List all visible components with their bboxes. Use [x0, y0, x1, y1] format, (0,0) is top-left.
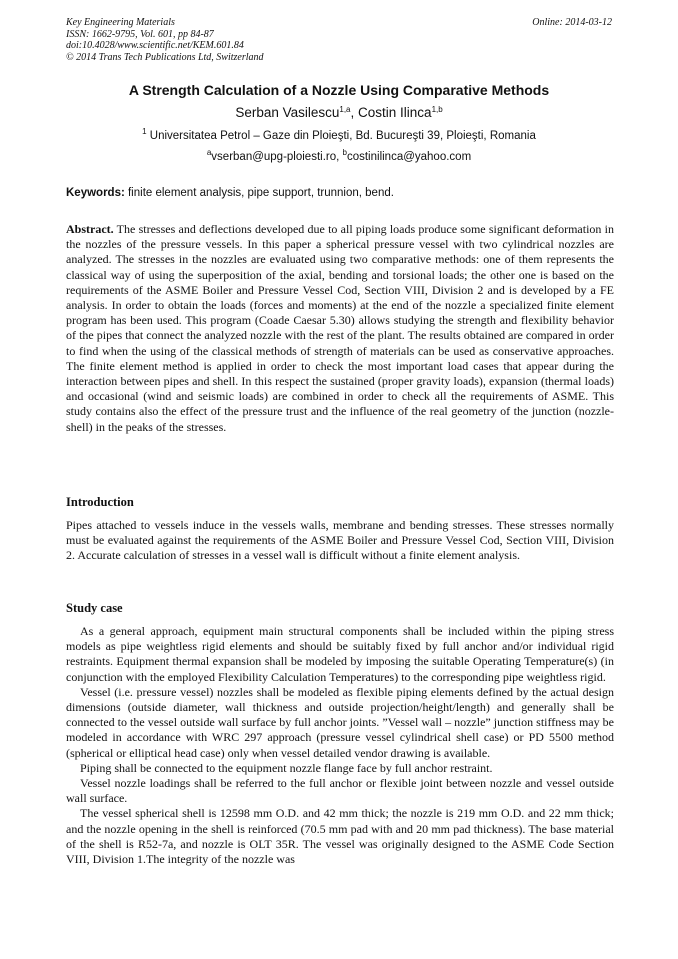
journal-name: Key Engineering Materials — [66, 17, 175, 28]
journal-meta — [66, 17, 264, 63]
paragraph: Pipes attached to vessels induce in the vessels walls, membrane and bending stresses. These stresses normally must be evaluated against the requirements of the ASME Boiler and Pressure Vessel Cod, Section VIII, Division 2. Accurate calculation of stresses in a vessel wall is difficult without a finite element analysis. — [66, 518, 614, 563]
paragraph: The vessel spherical shell is 12598 mm O.D. and 42 mm thick; the nozzle is 219 mm O.D. and 22 mm thick; and the nozzle opening in the shell is reinforced (70.5 mm pad with and 20 mm pad thickness). The base material of the shell is R52-7a, and nozzle is OLT 35R. The vessel was originally designed to the ASME Code Section VIII, Division 1.The integrity of the nozzle was — [66, 806, 614, 867]
copyright-line: © 2014 Trans Tech Publications Ltd, Switzerland — [66, 51, 264, 63]
affiliation — [0, 127, 678, 142]
keywords-label: Keywords: — [66, 187, 125, 199]
email-superscript: a — [206, 148, 212, 157]
abstract-label: Abstract. — [66, 222, 114, 236]
author-list — [0, 105, 678, 120]
abstract — [66, 222, 614, 435]
author-name: Costin Ilinca — [358, 105, 432, 120]
online-date: Online: 2014-03-12 — [532, 17, 612, 28]
paragraph: Vessel (i.e. pressure vessel) nozzles shall be modeled as flexible piping elements defined by the actual design dimensions (outside diameter, wall thickness and outside projection/height/length) and generally shall be connected to the vessel outside wall surface by full anchor joints. ”Vessel wall – nozzle” junction stiffness may be modeled in accordance with WRC 297 approach (pressure vessel cylindrical shell case) or PD 5500 method (spherical or elliptical head case) only when vessel detailed vendor drawing is available. — [66, 684, 614, 760]
doi-line: doi:10.4028/www.scientific.net/KEM.601.84 — [66, 40, 244, 51]
paragraph: Vessel nozzle loadings shall be referred to the full anchor or flexible joint between nozzle and vessel outside wall surface. — [66, 776, 614, 806]
paper-title: A Strength Calculation of a Nozzle Using Comparative Methods — [128, 82, 550, 98]
section-heading-study-case: Study case — [66, 601, 123, 615]
section-heading-introduction: Introduction — [66, 495, 134, 509]
keywords-text: finite element analysis, pipe support, trunnion, bend. — [124, 187, 394, 199]
email-separator: , — [336, 151, 343, 163]
author-superscript: 1,b — [431, 105, 443, 114]
affiliation-text: Universitatea Petrol – Gaze din Ploieşti, Bd. Bucureşti 39, Ploieşti, Romania — [146, 130, 536, 142]
paragraph: Piping shall be connected to the equipment nozzle flange face by full anchor restraint. — [80, 760, 493, 775]
author-name: Serban Vasilescu — [235, 105, 340, 120]
author-superscript: 1,a — [339, 105, 351, 114]
keywords — [66, 187, 614, 199]
email-superscript: b — [342, 148, 347, 157]
email-address: vserban@upg-ploiesti.ro — [211, 151, 337, 163]
abstract-text: The stresses and deflections developed due to all piping loads produce some significant deformation in the nozzles of the pressure vessels. In this paper a spherical pressure vessel with two cylindrical nozzles are analyzed. The stresses in the nozzles are evaluated using two comparative methods: one of them represents the classical way of using the superposition of the axial, bending and torsional loads; the other one is based on the requirements of the ASME Boiler and Pressure Vessel Cod, Section VIII, Division 2 and is developed by a FE analysis. In order to obtain the loads (forces and moments) at the end of the nozzle a specialized finite element program has been used. This program (Coade Caesar 5.30) allows studying the strength and flexibility behavior of the pipes that connect the analyzed nozzle with the rest of the plant. The results obtained are compared in order to find when the using of the classical methods of strength of materials can be used as conservative approaches. The finite element method is applied in order to check the most important load cases that appear during the interaction between pipes and shell. In this respect the sustained (proper gravity loads), expansion (thermal loads) and occasional (wind and seismic loads) are combined in order to check all the requirements of ASME. This study contains also the effect of the pressure trust and the influence of the real geometry of the junction (nozzle-shell) in the peaks of the stresses. — [66, 222, 614, 434]
affiliation-superscript: 1 — [142, 127, 147, 136]
paragraph: As a general approach, equipment main structural components shall be included within the piping stress models as pipe weightless rigid elements and should be suitably fixed by full anchor and/or individual rigid restraints. Equipment thermal expansion shall be modeled by imposing the suitable Operating Temperature(s) (in conjunction with the employed Flexibility Calculation Temperatures) to the corresponding pipe weightless rigid. — [66, 624, 614, 684]
study-case-body — [66, 624, 614, 867]
author-emails — [0, 148, 678, 163]
introduction-body — [66, 518, 614, 564]
author-separator: , — [350, 105, 359, 120]
email-address: costinilinca@yahoo.com — [346, 151, 472, 163]
issn-line: ISSN: 1662-9795, Vol. 601, pp 84-87 — [66, 28, 214, 40]
